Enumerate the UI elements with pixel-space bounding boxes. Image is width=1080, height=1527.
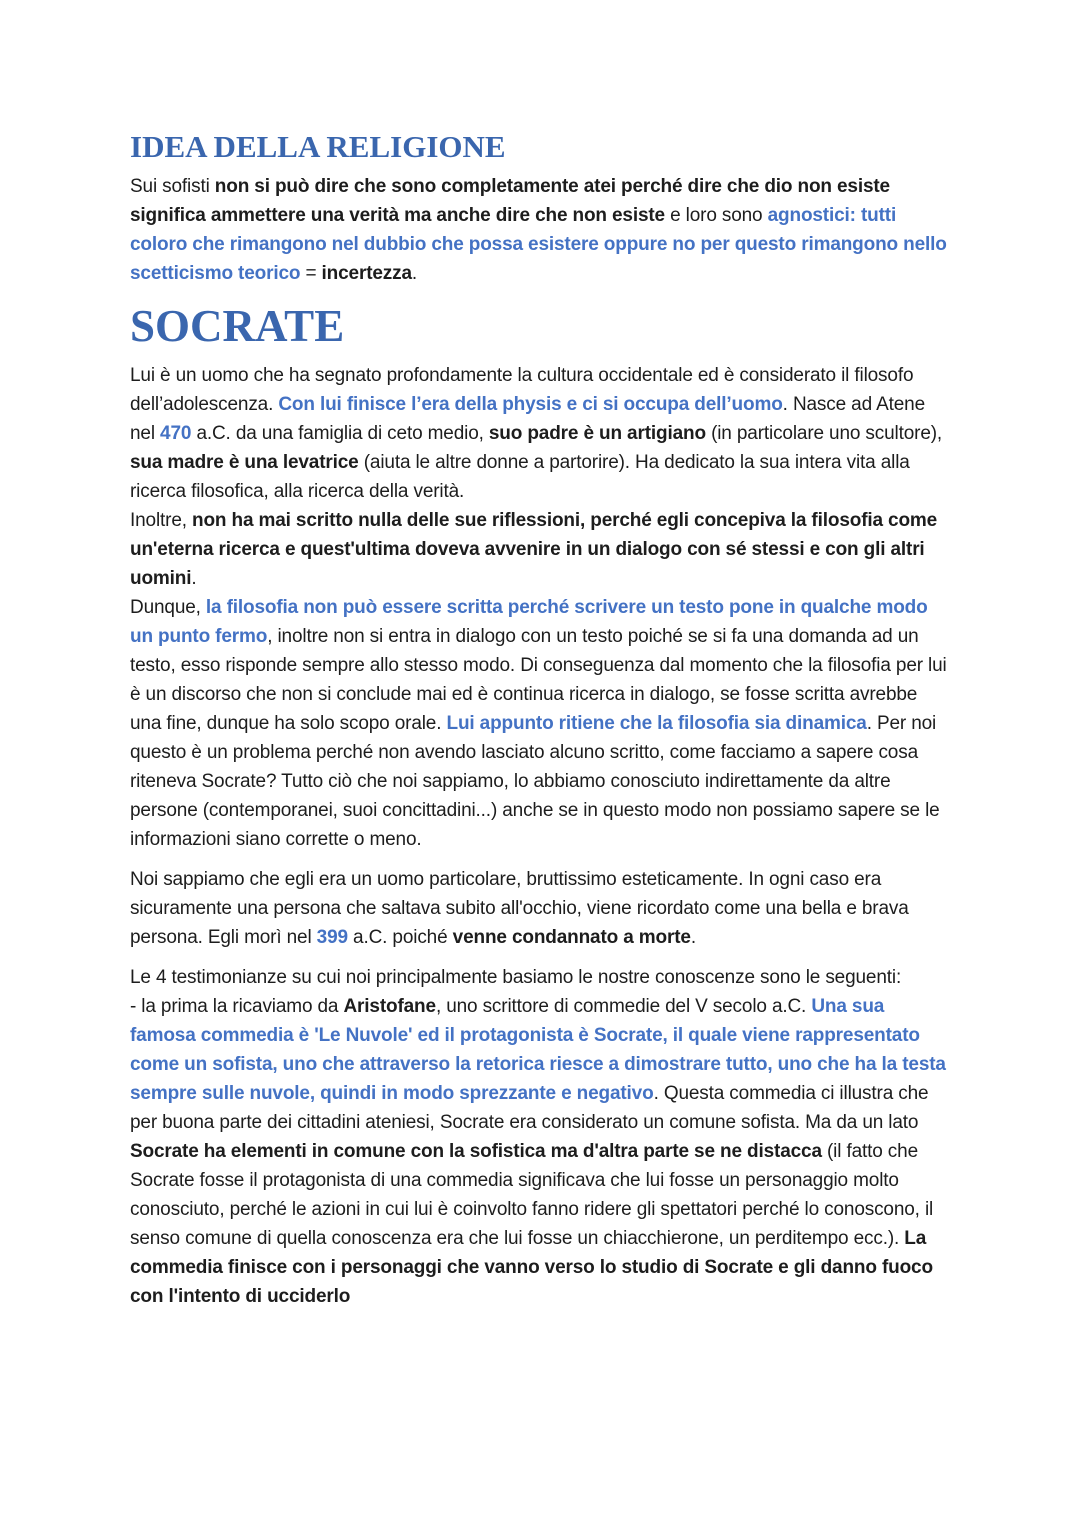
section-body-idea-della-religione: [130, 172, 952, 288]
text-run-bold: incertezza: [321, 262, 412, 284]
text-run: (in particolare uno scultore),: [711, 422, 943, 444]
text-run: .: [411, 262, 418, 284]
text-run: .: [690, 926, 696, 948]
text-run: .: [191, 567, 197, 589]
section-heading-idea-della-religione: IDEA DELLA RELIGIONE: [130, 129, 506, 164]
text-run: Sui sofisti: [130, 175, 215, 197]
text-run-bold: La commedia finisce con i personaggi che vanno verso lo studio di Socrate e gli danno fuoco con l'intento di ucciderlo: [130, 1227, 933, 1307]
document-content: [130, 131, 952, 1311]
text-run-blue: la filosofia non può essere scritta perché scrivere un testo pone in qualche modo un punto fermo: [130, 596, 928, 647]
text-run: , uno scrittore di commedie del V secolo a.C.: [435, 995, 812, 1017]
paragraph: [130, 506, 952, 593]
text-run: Le 4 testimonianze su cui noi principalmente basiamo le nostre conoscenze sono le seguenti:: [130, 966, 902, 988]
text-run-bold: suo padre è un artigiano: [488, 422, 712, 444]
paragraph: [130, 172, 952, 288]
text-run-blue: Lui appunto ritiene che la filosofia sia dinamica: [446, 712, 867, 734]
paragraph: [130, 593, 952, 854]
section-heading-socrate: SOCRATE: [130, 300, 345, 351]
text-run-bold: sua madre è una levatrice: [130, 451, 364, 473]
text-run: a.C. da una famiglia di ceto medio,: [191, 422, 489, 444]
text-run: (aiuta le altre donne a partorire). Ha dedicato la sua intera vita alla ricerca filosofica, alla ricerca della verità.: [130, 451, 910, 502]
text-run-bold: non ha mai scritto nulla delle sue riflessioni, perché egli concepiva la filosofia come un'eterna ricerca e quest'ultima doveva avvenire in un dialogo con sé stessi e con gli altri uomini: [130, 509, 938, 589]
text-run: - la prima la ricaviamo da: [130, 995, 344, 1017]
text-run: Noi sappiamo che egli era un uomo particolare, bruttissimo esteticamente. In ogni caso era sicuramente una persona che saltava subito all'occhio, viene ricordato come una bella e brava persona. Egli morì nel: [130, 868, 909, 948]
text-run: (il fatto che Socrate fosse il protagonista di una commedia significava che lui fosse un personaggio molto conosciuto, perché le azioni in cui lui è coinvolto fanno ridere gli spettatori perché lo conoscono, il senso comune di quella conoscenza era che lui fosse un chiacchierone, un perditempo ecc.).: [130, 1140, 934, 1249]
text-run-bold: venne condannato a morte: [452, 926, 691, 948]
text-run: Inoltre,: [130, 509, 193, 531]
text-run-bold: Aristofane: [343, 995, 436, 1017]
text-run: Dunque,: [130, 596, 206, 618]
text-run: . Questa commedia ci illustra che per buona parte dei cittadini ateniesi, Socrate era considerato un comune sofista. Ma da un lato: [130, 1082, 929, 1133]
text-run-bold: Socrate ha elementi in comune con la sofistica ma d'altra parte se ne distacca: [130, 1140, 827, 1162]
text-run: e loro sono: [670, 204, 768, 226]
paragraph: [130, 992, 952, 1311]
section-socrate: [130, 300, 952, 1311]
paragraph: [130, 865, 952, 952]
paragraph: [130, 963, 952, 992]
paragraph: [130, 361, 952, 506]
text-run: . Per noi questo è un problema perché non avendo lasciato alcuno scritto, come facciamo a sapere cosa riteneva Socrate? Tutto ciò che noi sappiamo, lo abbiamo conosciuto indirettamente da altre persone (contemporanei, suoi concittadini...) anche se in questo modo non possiamo sapere se le informazioni siano corrette o meno.: [130, 712, 940, 850]
section-body-socrate: [130, 361, 952, 1311]
text-run-blue: Con lui finisce l’era della physis e ci si occupa dell’uomo: [278, 393, 783, 415]
text-run: a.C. poiché: [347, 926, 453, 948]
text-run-blue: 399: [316, 926, 348, 948]
text-run-blue: 470: [160, 422, 192, 444]
section-idea-della-religione: [130, 131, 952, 288]
text-run-bold: non si può dire che sono completamente atei perché dire che dio non esiste significa ammettere una verità ma anche dire che non esiste: [130, 175, 890, 226]
text-run: .: [782, 393, 793, 415]
text-run-blue: Una sua famosa commedia è 'Le Nuvole' ed il protagonista è Socrate, il quale viene rappresentato come un sofista, uno che attraverso la retorica riesce a dimostrare tutto, uno che ha la testa sempre sulle nuvole, quindi in modo sprezzante e negativo: [130, 995, 946, 1104]
text-run: =: [305, 262, 322, 284]
text-run: Lui è un uomo che ha segnato profondamente la cultura occidentale ed è considerato il filosofo dell’adolescenza.: [130, 364, 914, 415]
text-run-blue: agnostici: tutti coloro che rimangono nel dubbio che possa esistere oppure no per questo rimangono nello scetticismo teorico: [130, 204, 947, 284]
text-run: Nasce ad Atene nel: [130, 393, 925, 444]
text-run: , inoltre non si entra in dialogo con un testo poiché se si fa una domanda ad un testo, esso risponde sempre allo stesso modo. Di conseguenza dal momento che la filosofia per lui è un discorso che non si conclude mai ed è continua ricerca in dialogo, se fosse scritta avrebbe una fine, dunque ha solo scopo orale.: [130, 625, 947, 734]
